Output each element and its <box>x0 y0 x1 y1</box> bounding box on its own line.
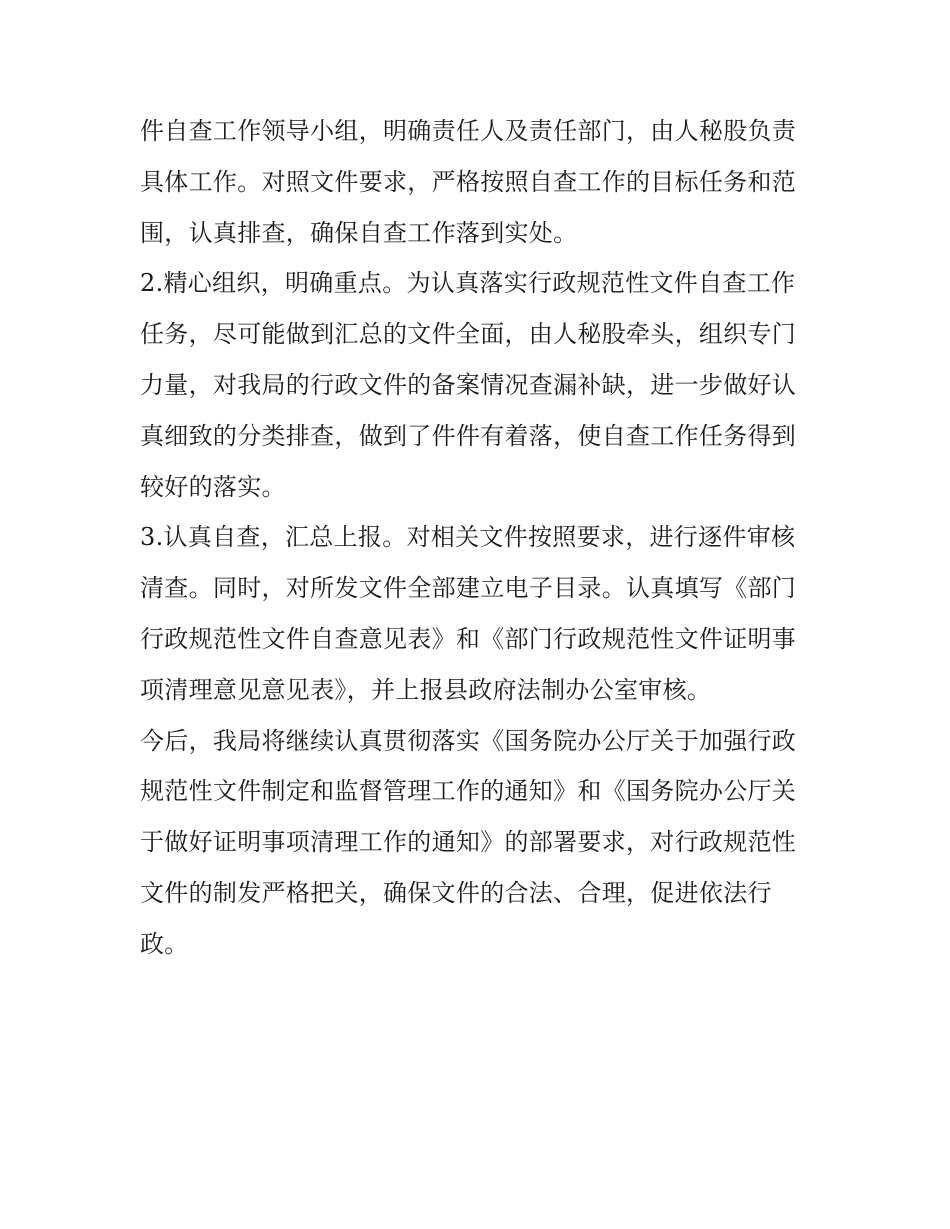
text-line: 今后，我局将继续认真贯彻落实《国务院办公厅关于加强行政 <box>140 726 797 755</box>
text-line: 任务，尽可能做到汇总的文件全面，由人秘股牵头，组织专门 <box>140 320 797 349</box>
text-line: 清查。同时，对所发文件全部建立电子目录。认真填写《部门 <box>140 574 797 603</box>
text-line: 2.精心组织，明确重点。为认真落实行政规范性文件自查工作 <box>140 269 796 298</box>
text-line: 真细致的分类排查，做到了件件有着落，使自查工作任务得到 <box>140 421 797 450</box>
text-line: 于做好证明事项清理工作的通知》的部署要求，对行政规范性 <box>140 828 797 857</box>
text-line: 项清理意见意见表》，并上报县政府法制办公室审核。 <box>140 675 712 704</box>
text-line: 较好的落实。 <box>140 472 286 501</box>
document-body <box>140 106 820 970</box>
text-line: 3.认真自查，汇总上报。对相关文件按照要求，进行逐件审核 <box>140 523 796 552</box>
text-line: 围，认真排查，确保自查工作落到实处。 <box>140 218 578 247</box>
text-line: 件自查工作领导小组，明确责任人及责任部门，由人秘股负责 <box>140 117 797 145</box>
text-line: 文件的制发严格把关，确保文件的合法、合理，促进依法行 <box>140 878 772 907</box>
text-line: 规范性文件制定和监督管理工作的通知》和《国务院办公厅关 <box>140 777 797 806</box>
text-line: 行政规范性文件自查意见表》和《部门行政规范性文件证明事 <box>140 624 797 653</box>
text-line: 政。 <box>140 929 189 958</box>
text-line: 具体工作。对照文件要求，严格按照自查工作的目标任务和范 <box>140 167 797 196</box>
text-line: 力量，对我局的行政文件的备案情况查漏补缺，进一步做好认 <box>140 370 797 399</box>
